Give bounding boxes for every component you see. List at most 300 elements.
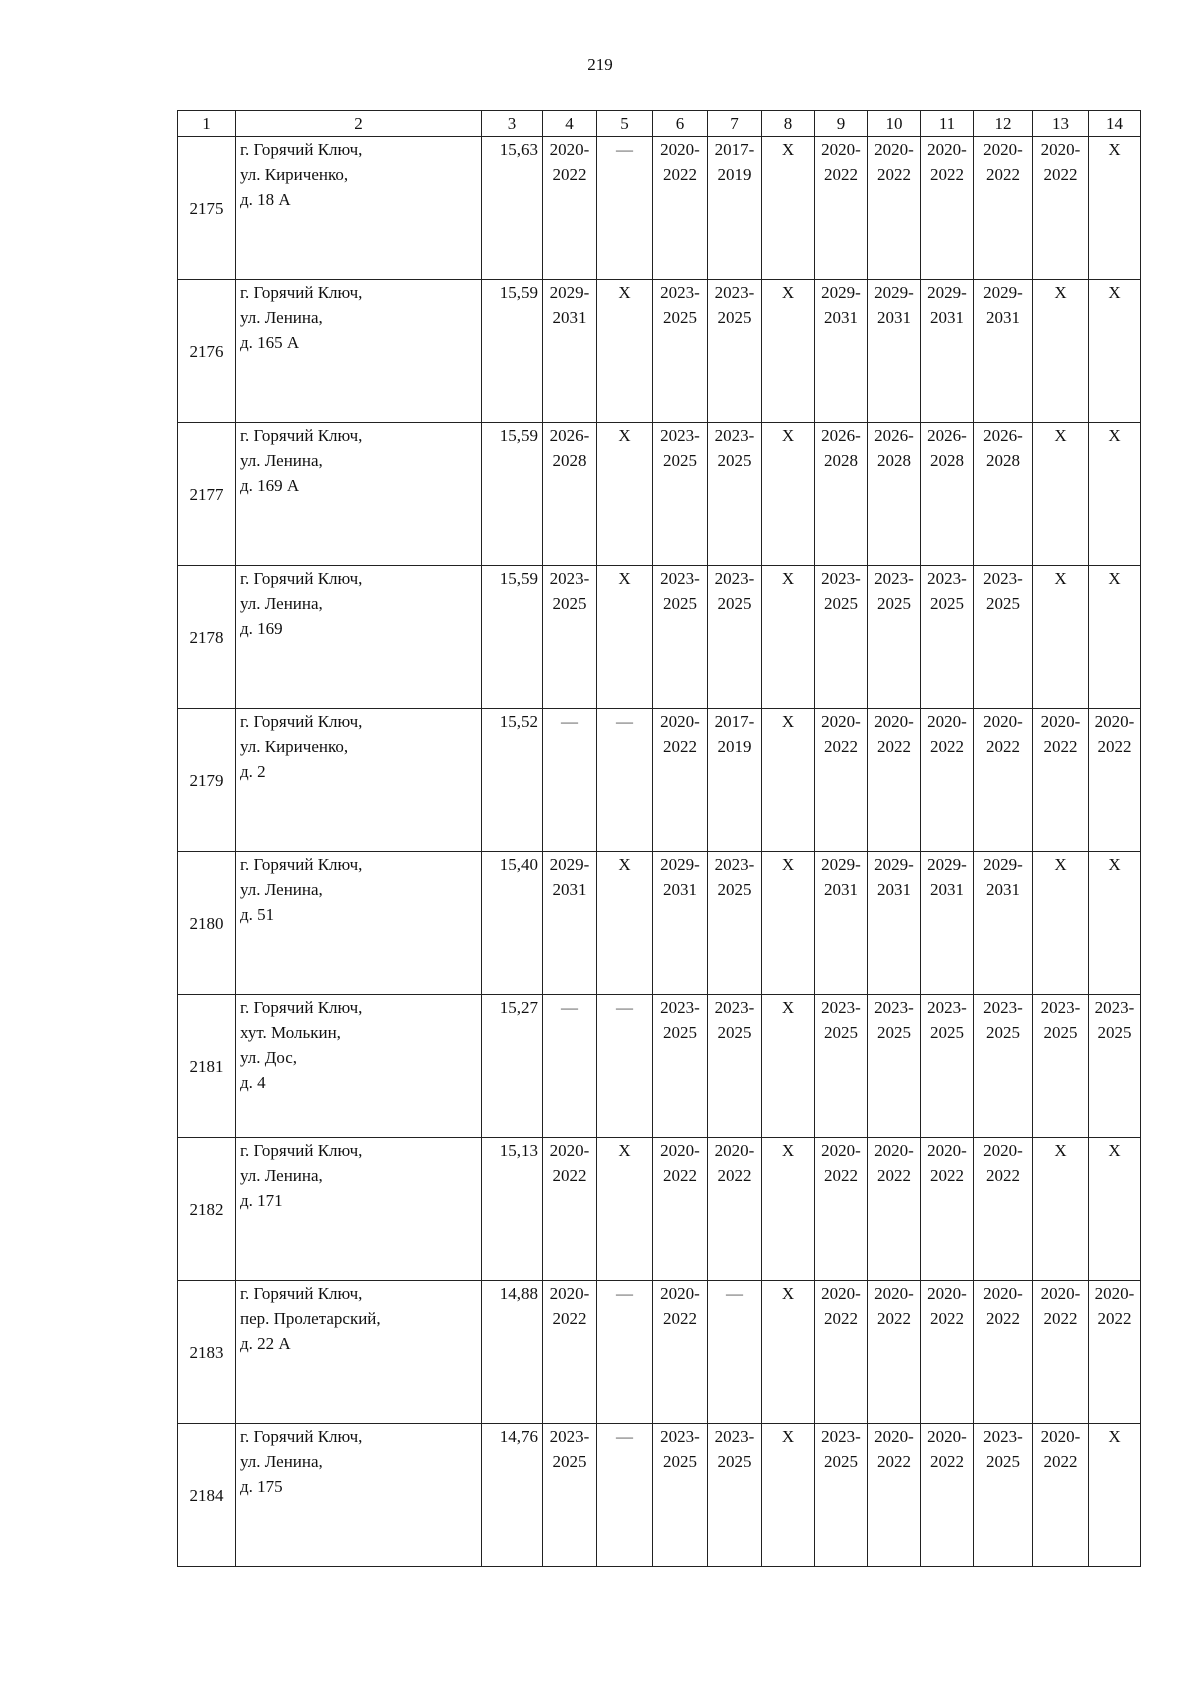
period-cell-col8 xyxy=(762,1138,815,1281)
address-line: ул. Ленина, xyxy=(240,594,323,613)
period-line: 2020- xyxy=(983,712,1023,731)
cross-mark: Х xyxy=(1108,283,1121,302)
period-cell-col6 xyxy=(653,852,708,995)
period-line: 2020- xyxy=(983,1141,1023,1160)
period-cell-col4 xyxy=(543,995,597,1138)
area-value: 15,63 xyxy=(482,137,543,280)
address-line: д. 169 xyxy=(240,619,283,638)
column-header-14: 14 xyxy=(1089,111,1141,137)
period-cell-col5 xyxy=(597,566,653,709)
period-line: 2028 xyxy=(877,451,911,470)
period-line: 2028 xyxy=(552,451,587,470)
period-cell-col7 xyxy=(708,709,762,852)
table-row xyxy=(178,995,1141,1138)
period-line: 2022 xyxy=(663,1166,697,1185)
address-cell xyxy=(236,1281,482,1424)
period-line: 2023- xyxy=(821,998,861,1017)
period-line: 2025 xyxy=(1043,1023,1078,1042)
row-number: 2184 xyxy=(178,1424,236,1567)
area-value: 15,59 xyxy=(482,280,543,423)
period-line: 2025 xyxy=(877,594,911,613)
period-line: 2029- xyxy=(983,283,1023,302)
period-line: 2020- xyxy=(660,1141,700,1160)
period-cell-col13 xyxy=(1033,852,1089,995)
address-cell xyxy=(236,423,482,566)
column-header-3: 3 xyxy=(482,111,543,137)
table-row xyxy=(178,137,1141,280)
period-cell-col12 xyxy=(974,423,1033,566)
period-line: 2028 xyxy=(930,451,964,470)
period-line: 2020- xyxy=(983,140,1023,159)
period-line: 2020- xyxy=(983,1284,1023,1303)
period-cell-col14 xyxy=(1089,995,1141,1138)
address-line: г. Горячий Ключ, xyxy=(240,1141,363,1160)
period-cell-col9 xyxy=(815,1424,868,1567)
period-line: 2023- xyxy=(1040,998,1081,1017)
period-cell-col11 xyxy=(921,1138,974,1281)
table-row xyxy=(178,852,1141,995)
period-cell-col7 xyxy=(708,423,762,566)
period-line: 2029- xyxy=(927,283,967,302)
period-cell-col5 xyxy=(597,1138,653,1281)
period-cell-col9 xyxy=(815,1138,868,1281)
period-line: 2031 xyxy=(824,308,858,327)
column-header-2: 2 xyxy=(236,111,482,137)
dash-mark: — xyxy=(616,998,633,1017)
period-line: 2022 xyxy=(986,1166,1020,1185)
period-line: 2031 xyxy=(552,880,587,899)
period-cell-col14 xyxy=(1089,1281,1141,1424)
period-line: 2022 xyxy=(824,165,858,184)
period-cell-col7 xyxy=(708,1138,762,1281)
address-line: д. 171 xyxy=(240,1191,283,1210)
period-cell-col4 xyxy=(543,1138,597,1281)
address-line: д. 2 xyxy=(240,762,266,781)
period-line: 2023- xyxy=(821,569,861,588)
cross-mark: Х xyxy=(1108,426,1121,445)
address-cell xyxy=(236,566,482,709)
period-line: 2023- xyxy=(983,1427,1023,1446)
period-line: 2031 xyxy=(663,880,697,899)
period-line: 2031 xyxy=(877,308,911,327)
period-line: 2031 xyxy=(824,880,858,899)
period-cell-col12 xyxy=(974,709,1033,852)
period-cell-col4 xyxy=(543,852,597,995)
period-line: 2031 xyxy=(930,308,964,327)
period-cell-col14 xyxy=(1089,423,1141,566)
period-line: 2031 xyxy=(986,308,1020,327)
period-line: 2023- xyxy=(874,998,914,1017)
period-line: 2022 xyxy=(824,1309,858,1328)
period-cell-col9 xyxy=(815,423,868,566)
page-number: 219 xyxy=(587,55,613,74)
period-line: 2029- xyxy=(549,855,590,874)
period-line: 2023- xyxy=(714,998,755,1017)
period-line: 2029- xyxy=(549,283,590,302)
period-cell-col6 xyxy=(653,137,708,280)
table-row xyxy=(178,566,1141,709)
period-line: 2023- xyxy=(714,569,755,588)
period-line: 2023- xyxy=(714,283,755,302)
period-line: 2026- xyxy=(983,426,1023,445)
period-line: 2025 xyxy=(552,594,587,613)
period-line: 2023- xyxy=(714,1427,755,1446)
table-row xyxy=(178,1424,1141,1567)
period-cell-col13 xyxy=(1033,423,1089,566)
column-header-12: 12 xyxy=(974,111,1033,137)
period-cell-col7 xyxy=(708,1281,762,1424)
row-number: 2179 xyxy=(178,709,236,852)
period-cell-col7 xyxy=(708,852,762,995)
period-line: 2026- xyxy=(874,426,914,445)
area-value: 15,59 xyxy=(482,566,543,709)
period-line: 2022 xyxy=(930,1166,964,1185)
period-cell-col11 xyxy=(921,280,974,423)
period-line: 2022 xyxy=(877,1166,911,1185)
period-cell-col7 xyxy=(708,137,762,280)
period-cell-col13 xyxy=(1033,1424,1089,1567)
period-line: 2022 xyxy=(1043,165,1078,184)
period-line: 2022 xyxy=(877,1452,911,1471)
column-header-8: 8 xyxy=(762,111,815,137)
period-cell-col6 xyxy=(653,995,708,1138)
column-header-1: 1 xyxy=(178,111,236,137)
cross-mark: Х xyxy=(618,283,631,302)
address-line: г. Горячий Ключ, xyxy=(240,998,363,1017)
period-cell-col6 xyxy=(653,280,708,423)
period-cell-col4 xyxy=(543,423,597,566)
address-line: ул. Дос, xyxy=(240,1048,298,1067)
period-line: 2020- xyxy=(549,1141,590,1160)
period-line: 2022 xyxy=(877,1309,911,1328)
period-line: 2025 xyxy=(717,880,752,899)
period-cell-col9 xyxy=(815,709,868,852)
column-header-4: 4 xyxy=(543,111,597,137)
address-line: г. Горячий Ключ, xyxy=(240,1284,363,1303)
period-cell-col14 xyxy=(1089,1424,1141,1567)
cross-mark: Х xyxy=(781,998,795,1017)
period-cell-col13 xyxy=(1033,1138,1089,1281)
column-header-13: 13 xyxy=(1033,111,1089,137)
period-line: 2022 xyxy=(986,737,1020,756)
period-cell-col10 xyxy=(868,280,921,423)
table-row xyxy=(178,709,1141,852)
dash-mark: — xyxy=(616,1427,633,1446)
period-line: 2022 xyxy=(552,1309,587,1328)
period-cell-col4 xyxy=(543,137,597,280)
period-cell-col11 xyxy=(921,566,974,709)
address-line: ул. Ленина, xyxy=(240,451,323,470)
address-line: хут. Молькин, xyxy=(240,1023,341,1042)
column-header-5: 5 xyxy=(597,111,653,137)
period-cell-col14 xyxy=(1089,852,1141,995)
table-row xyxy=(178,280,1141,423)
period-line: 2020- xyxy=(821,712,861,731)
cross-mark: Х xyxy=(781,1427,795,1446)
period-cell-col8 xyxy=(762,995,815,1138)
address-line: г. Горячий Ключ, xyxy=(240,569,363,588)
cross-mark: Х xyxy=(1108,140,1121,159)
period-cell-col4 xyxy=(543,1281,597,1424)
cross-mark: Х xyxy=(1108,569,1121,588)
period-line: 2023- xyxy=(714,855,755,874)
address-line: ул. Кириченко, xyxy=(240,737,349,756)
period-line: 2020- xyxy=(874,1284,914,1303)
address-cell xyxy=(236,137,482,280)
period-cell-col10 xyxy=(868,1424,921,1567)
period-line: 2022 xyxy=(930,737,964,756)
period-cell-col8 xyxy=(762,1281,815,1424)
period-cell-col12 xyxy=(974,566,1033,709)
table-row xyxy=(178,423,1141,566)
period-cell-col10 xyxy=(868,137,921,280)
address-line: ул. Ленина, xyxy=(240,880,323,899)
period-cell-col12 xyxy=(974,137,1033,280)
period-line: 2022 xyxy=(930,165,964,184)
period-cell-col5 xyxy=(597,709,653,852)
period-cell-col10 xyxy=(868,709,921,852)
period-line: 2020- xyxy=(660,140,700,159)
period-line: 2023- xyxy=(549,569,590,588)
period-line: 2020- xyxy=(549,140,590,159)
period-cell-col9 xyxy=(815,995,868,1138)
period-line: 2023- xyxy=(660,283,700,302)
period-cell-col11 xyxy=(921,852,974,995)
period-cell-col10 xyxy=(868,566,921,709)
address-line: д. 22 А xyxy=(240,1334,291,1353)
period-line: 2023- xyxy=(660,426,700,445)
cross-mark: Х xyxy=(781,1284,795,1303)
dash-mark: — xyxy=(616,712,633,731)
period-line: 2031 xyxy=(986,880,1020,899)
area-value: 14,88 xyxy=(482,1281,543,1424)
cross-mark: Х xyxy=(781,712,795,731)
period-line: 2020- xyxy=(1040,1427,1081,1446)
period-line: 2025 xyxy=(930,1023,964,1042)
address-line: ул. Кириченко, xyxy=(240,165,349,184)
period-line: 2022 xyxy=(552,1166,587,1185)
period-cell-col9 xyxy=(815,852,868,995)
period-cell-col14 xyxy=(1089,709,1141,852)
column-header-7: 7 xyxy=(708,111,762,137)
register-table xyxy=(177,110,1141,1567)
period-cell-col5 xyxy=(597,137,653,280)
period-line: 2020- xyxy=(927,140,967,159)
period-line: 2029- xyxy=(660,855,700,874)
period-line: 2025 xyxy=(824,1023,858,1042)
period-line: 2025 xyxy=(717,451,752,470)
period-line: 2029- xyxy=(874,283,914,302)
period-line: 2020- xyxy=(660,1284,700,1303)
period-cell-col6 xyxy=(653,1138,708,1281)
period-cell-col10 xyxy=(868,1281,921,1424)
dash-mark: — xyxy=(561,712,578,731)
cross-mark: Х xyxy=(1054,283,1067,302)
address-cell xyxy=(236,709,482,852)
period-cell-col4 xyxy=(543,566,597,709)
period-line: 2020- xyxy=(874,1141,914,1160)
address-line: ул. Ленина, xyxy=(240,1452,323,1471)
period-line: 2020- xyxy=(1040,712,1081,731)
period-cell-col4 xyxy=(543,280,597,423)
cross-mark: Х xyxy=(1054,569,1067,588)
period-line: 2022 xyxy=(663,737,697,756)
address-cell xyxy=(236,1138,482,1281)
period-line: 2025 xyxy=(986,1023,1020,1042)
period-line: 2029- xyxy=(821,855,861,874)
period-cell-col7 xyxy=(708,1424,762,1567)
period-cell-col11 xyxy=(921,709,974,852)
period-line: 2028 xyxy=(824,451,858,470)
period-cell-col5 xyxy=(597,852,653,995)
period-cell-col13 xyxy=(1033,137,1089,280)
period-cell-col8 xyxy=(762,709,815,852)
column-header-9: 9 xyxy=(815,111,868,137)
table-row xyxy=(178,1138,1141,1281)
period-line: 2031 xyxy=(552,308,587,327)
period-line: 2022 xyxy=(1097,737,1132,756)
period-line: 2020- xyxy=(927,712,967,731)
period-line: 2017- xyxy=(714,140,755,159)
period-cell-col8 xyxy=(762,566,815,709)
period-line: 2029- xyxy=(983,855,1023,874)
period-cell-col14 xyxy=(1089,1138,1141,1281)
address-cell xyxy=(236,852,482,995)
period-line: 2031 xyxy=(930,880,964,899)
period-cell-col4 xyxy=(543,709,597,852)
period-line: 2022 xyxy=(877,165,911,184)
period-line: 2023- xyxy=(821,1427,861,1446)
period-line: 2022 xyxy=(1043,1452,1078,1471)
address-line: д. 51 xyxy=(240,905,275,924)
period-line: 2025 xyxy=(663,308,697,327)
cross-mark: Х xyxy=(1054,855,1067,874)
period-line: 2025 xyxy=(930,594,964,613)
period-line: 2022 xyxy=(930,1309,964,1328)
period-line: 2031 xyxy=(877,880,911,899)
address-line: д. 18 А xyxy=(240,190,291,209)
period-cell-col12 xyxy=(974,1138,1033,1281)
cross-mark: Х xyxy=(1108,855,1121,874)
period-cell-col8 xyxy=(762,137,815,280)
period-line: 2020- xyxy=(660,712,700,731)
period-cell-col12 xyxy=(974,852,1033,995)
dash-mark: — xyxy=(726,1284,743,1303)
address-line: г. Горячий Ключ, xyxy=(240,855,363,874)
period-cell-col8 xyxy=(762,1424,815,1567)
period-cell-col5 xyxy=(597,1424,653,1567)
period-line: 2023- xyxy=(874,569,914,588)
period-cell-col9 xyxy=(815,1281,868,1424)
period-cell-col11 xyxy=(921,995,974,1138)
area-value: 15,40 xyxy=(482,852,543,995)
period-line: 2025 xyxy=(663,1452,697,1471)
period-line: 2022 xyxy=(824,737,858,756)
period-cell-col6 xyxy=(653,1424,708,1567)
period-line: 2025 xyxy=(877,1023,911,1042)
period-line: 2022 xyxy=(1097,1309,1132,1328)
dash-mark: — xyxy=(616,1284,633,1303)
table-row xyxy=(178,1281,1141,1424)
period-cell-col5 xyxy=(597,1281,653,1424)
address-line: ул. Ленина, xyxy=(240,1166,323,1185)
period-line: 2023- xyxy=(660,1427,700,1446)
row-number: 2176 xyxy=(178,280,236,423)
period-line: 2023- xyxy=(983,569,1023,588)
period-line: 2026- xyxy=(821,426,861,445)
period-line: 2025 xyxy=(717,1452,752,1471)
period-cell-col14 xyxy=(1089,280,1141,423)
period-line: 2020- xyxy=(1040,1284,1081,1303)
cross-mark: Х xyxy=(1054,426,1067,445)
address-line: д. 4 xyxy=(240,1073,266,1092)
cross-mark: Х xyxy=(781,1141,795,1160)
cross-mark: Х xyxy=(618,855,631,874)
period-cell-col13 xyxy=(1033,566,1089,709)
period-line: 2025 xyxy=(663,451,697,470)
period-line: 2025 xyxy=(663,594,697,613)
cross-mark: Х xyxy=(781,855,795,874)
period-line: 2025 xyxy=(663,1023,697,1042)
period-line: 2025 xyxy=(986,1452,1020,1471)
period-cell-col14 xyxy=(1089,566,1141,709)
period-line: 2022 xyxy=(877,737,911,756)
period-line: 2020- xyxy=(1094,1284,1135,1303)
period-line: 2020- xyxy=(927,1141,967,1160)
period-cell-col12 xyxy=(974,1281,1033,1424)
period-cell-col9 xyxy=(815,137,868,280)
period-cell-col6 xyxy=(653,423,708,566)
period-cell-col6 xyxy=(653,709,708,852)
area-value: 15,52 xyxy=(482,709,543,852)
period-line: 2022 xyxy=(552,165,587,184)
dash-mark: — xyxy=(616,140,633,159)
period-cell-col8 xyxy=(762,852,815,995)
period-line: 2025 xyxy=(824,594,858,613)
row-number: 2177 xyxy=(178,423,236,566)
period-cell-col5 xyxy=(597,423,653,566)
period-cell-col7 xyxy=(708,995,762,1138)
period-line: 2023- xyxy=(927,998,967,1017)
period-cell-col6 xyxy=(653,566,708,709)
period-line: 2022 xyxy=(663,165,697,184)
cross-mark: Х xyxy=(781,140,795,159)
address-line: пер. Пролетарский, xyxy=(240,1309,381,1328)
period-line: 2025 xyxy=(552,1452,587,1471)
address-cell xyxy=(236,1424,482,1567)
period-line: 2020- xyxy=(1040,140,1081,159)
period-line: 2020- xyxy=(821,1284,861,1303)
cross-mark: Х xyxy=(618,426,631,445)
address-line: г. Горячий Ключ, xyxy=(240,426,363,445)
period-line: 2022 xyxy=(663,1309,697,1328)
period-line: 2023- xyxy=(927,569,967,588)
address-line: г. Горячий Ключ, xyxy=(240,1427,363,1446)
period-line: 2020- xyxy=(821,140,861,159)
period-cell-col8 xyxy=(762,423,815,566)
period-cell-col11 xyxy=(921,423,974,566)
period-cell-col5 xyxy=(597,995,653,1138)
period-line: 2017- xyxy=(714,712,755,731)
dash-mark: — xyxy=(561,998,578,1017)
period-line: 2025 xyxy=(824,1452,858,1471)
period-line: 2022 xyxy=(986,1309,1020,1328)
column-header-10: 10 xyxy=(868,111,921,137)
address-line: г. Горячий Ключ, xyxy=(240,140,363,159)
period-cell-col5 xyxy=(597,280,653,423)
period-line: 2023- xyxy=(1094,998,1135,1017)
cross-mark: Х xyxy=(618,1141,631,1160)
